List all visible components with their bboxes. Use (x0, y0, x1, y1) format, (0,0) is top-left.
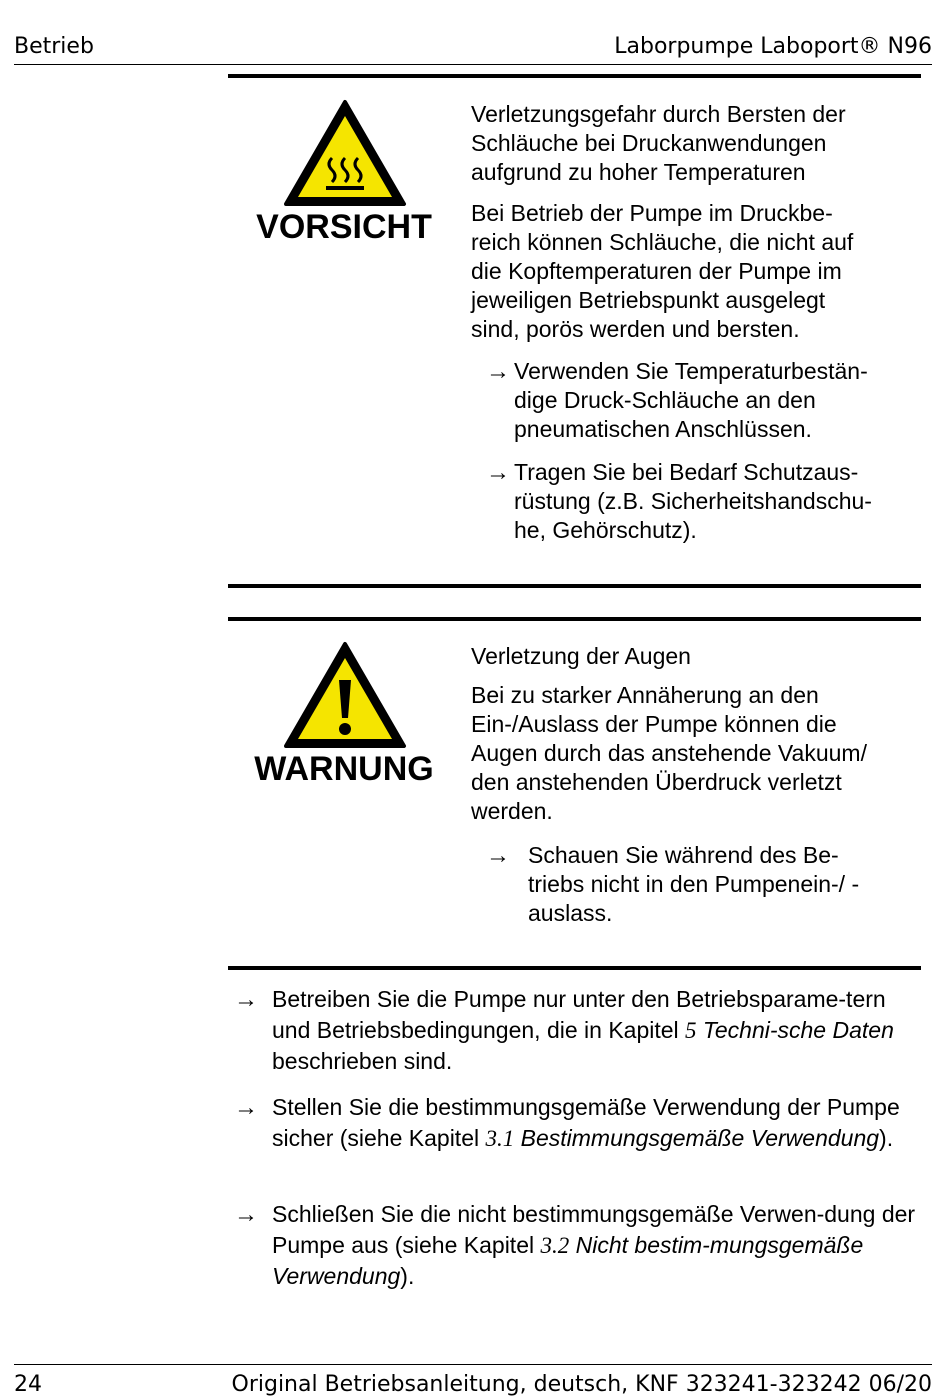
chapter-title: Bestimmungsgemäße Verwendung (514, 1125, 880, 1151)
caution-action-line: pneumatischen Anschlüssen. (514, 416, 812, 442)
caution-title-line: Verletzungsgefahr durch Bersten der (471, 101, 846, 127)
warning-body-line: werden. (471, 798, 553, 824)
chapter-number: 3.2 (540, 1233, 570, 1258)
caution-body-line: Bei Betrieb der Pumpe im Druckbe- (471, 200, 833, 226)
caution-action-1 (514, 357, 924, 444)
warning-title: Verletzung der Augen (471, 643, 691, 669)
caution-body (471, 199, 921, 344)
caution-action-line: Tragen Sie bei Bedarf Schutzaus- (514, 459, 859, 485)
instruction-item (234, 984, 924, 1077)
warning-action (528, 841, 918, 928)
header-product: Laborpumpe Laboport® N96 (614, 34, 932, 59)
arrow-icon: → (234, 1094, 258, 1121)
caution-title (471, 100, 921, 187)
warning-body (471, 681, 921, 826)
warning-body-line: Ein-/Auslass der Pumpe können die (471, 711, 837, 737)
caution-action-line: dige Druck-Schläuche an den (514, 387, 816, 413)
caution-action-line: Verwenden Sie Temperaturbestän- (514, 358, 868, 384)
caution-action-2 (514, 458, 924, 545)
caution-action-line: he, Gehörschutz). (514, 517, 697, 543)
warning-bottom-rule (228, 966, 921, 970)
arrow-icon: → (234, 1201, 258, 1228)
caution-bottom-rule (228, 584, 921, 588)
warning-signal-word: WARNUNG (254, 750, 434, 788)
instruction-text: Schließen Sie die nicht bestimmungsgemäße Verwen-dung der Pumpe aus (siehe Kapitel 3.2 Nicht bestim-mungsgemäße Verwendung). (272, 1201, 916, 1289)
caution-body-line: reich können Schläuche, die nicht auf (471, 229, 854, 255)
header-section: Betrieb (14, 34, 94, 59)
instruction-text: Stellen Sie die bestimmungsgemäße Verwendung der Pumpe sicher (siehe Kapitel 3.1 Bestimmungsgemäße Verwendung). (272, 1094, 900, 1151)
hot-surface-warning-icon (282, 98, 408, 208)
caution-action-line: rüstung (z.B. Sicherheitshandschu- (514, 488, 872, 514)
instruction-item (234, 1199, 924, 1292)
warning-action-line: auslass. (528, 900, 613, 926)
caution-signal-word: VORSICHT (256, 208, 432, 246)
warning-top-rule (228, 617, 921, 621)
warning-body-line: Bei zu starker Annäherung an den (471, 682, 819, 708)
chapter-title: Techni-sche Daten (696, 1017, 894, 1043)
caution-body-line: sind, porös werden und bersten. (471, 316, 800, 342)
caution-title-line: Schläuche bei Druckanwendungen (471, 130, 827, 156)
chapter-number: 5 (685, 1018, 697, 1043)
instruction-item (234, 1092, 924, 1154)
caution-top-rule (228, 74, 921, 78)
warning-body-line: Augen durch das anstehende Vakuum/ (471, 740, 867, 766)
caution-body-line: die Kopftemperaturen der Pumpe im (471, 258, 842, 284)
chapter-title: Nicht bestim-mungsgemäße Verwendung (272, 1232, 864, 1289)
warning-action-line: Schauen Sie während des Be- (528, 842, 839, 868)
footer-document: Original Betriebsanleitung, deutsch, KNF 323241-323242 06/20 (231, 1372, 932, 1397)
page-number: 24 (14, 1372, 42, 1397)
header-rule (14, 64, 932, 65)
warning-action-line: triebs nicht in den Pumpenein-/ - (528, 871, 860, 897)
general-warning-icon (282, 640, 408, 750)
caution-body-line: jeweiligen Betriebspunkt ausgelegt (471, 287, 826, 313)
footer-rule (14, 1364, 932, 1365)
instruction-text: Betreiben Sie die Pumpe nur unter den Betriebsparame-tern und Betriebsbedingungen, die in Kapitel 5 Techni-sche Daten beschrieben sind. (272, 986, 894, 1074)
chapter-number: 3.1 (485, 1126, 515, 1151)
arrow-icon: → (486, 358, 510, 385)
caution-title-line: aufgrund zu hoher Temperaturen (471, 159, 806, 185)
warning-body-line: den anstehenden Überdruck verletzt (471, 769, 842, 795)
arrow-icon: → (486, 842, 510, 869)
arrow-icon: → (486, 459, 510, 486)
arrow-icon: → (234, 986, 258, 1013)
